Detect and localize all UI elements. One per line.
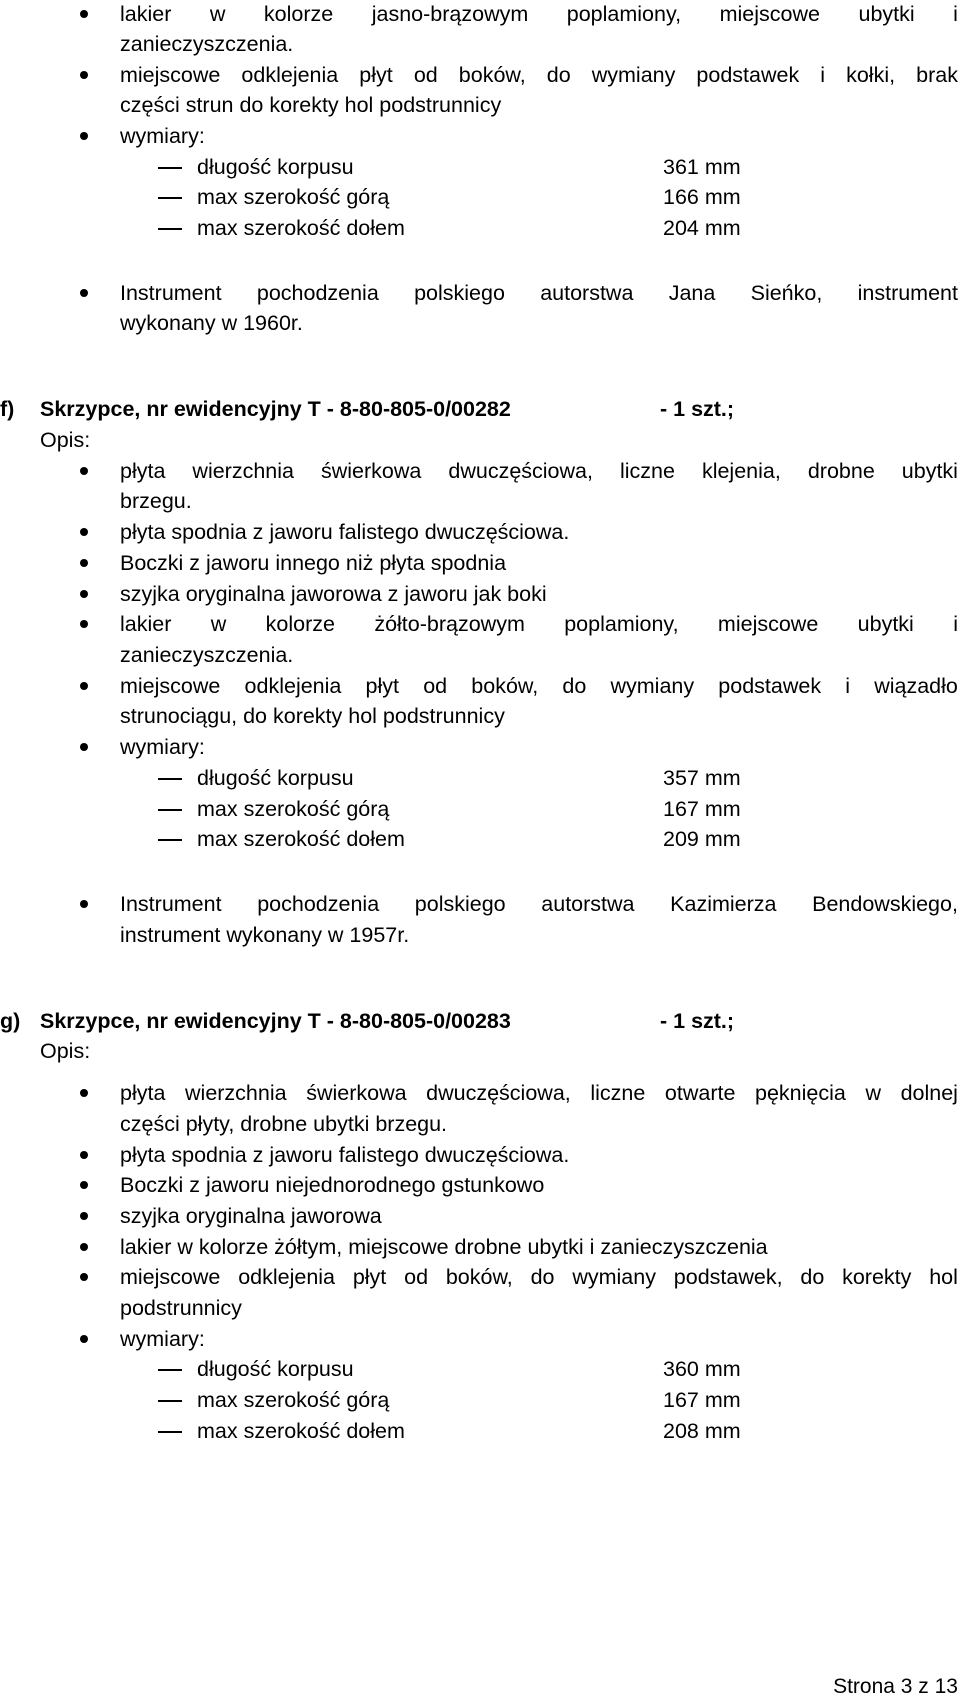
dimension-value: 360 mm: [663, 1357, 741, 1381]
dimension-label: max szerokość dołem: [197, 1419, 405, 1443]
word: dwuczęściowa,: [426, 1081, 571, 1105]
word: od: [404, 1265, 429, 1289]
word: polskiego: [414, 892, 506, 916]
word: odklejenia: [241, 63, 339, 87]
word: Instrument: [120, 892, 222, 916]
dimension-value: 204 mm: [663, 216, 741, 240]
page-number: Strona 3 z 13: [833, 1675, 958, 1698]
word: dwuczęściowa,: [448, 459, 593, 483]
list-item-text: [120, 607, 958, 641]
word: świerkowa: [306, 1081, 407, 1105]
word: Jana: [668, 281, 716, 305]
dimension-value: 357 mm: [663, 766, 741, 790]
word: świerkowa: [321, 459, 422, 483]
section-letter: g): [0, 1009, 21, 1033]
word: podstawek: [718, 674, 822, 698]
word: płyta: [120, 459, 166, 483]
dimension-row: [0, 1383, 960, 1417]
dimension-row: [0, 761, 960, 795]
bullet-icon: [80, 1243, 88, 1251]
section-title: Skrzypce, nr ewidencyjny T - 8-80-805-0/00282: [40, 397, 511, 421]
dimension-row: [0, 792, 960, 826]
word: korekty: [842, 1265, 912, 1289]
dash-icon: [158, 809, 182, 811]
word: i: [953, 612, 958, 636]
section-heading: [0, 392, 960, 426]
bullet-icon: [80, 743, 88, 751]
word: kolorze: [263, 2, 334, 26]
list-item: [0, 546, 960, 580]
list-item: [0, 1076, 960, 1110]
dimension-value: 361 mm: [663, 155, 741, 179]
list-item-continuation: [0, 1291, 960, 1325]
word: instrument: [857, 281, 958, 305]
word: żółto-brązowym: [374, 612, 525, 636]
list-item-text: instrument wykonany w 1957r.: [120, 923, 410, 947]
list-item-text: [120, 454, 958, 488]
list-item-text: wymiary:: [120, 124, 205, 148]
list-item-text: wymiary:: [120, 735, 205, 759]
word: poplamiony,: [566, 2, 682, 26]
section-quantity: - 1 szt.;: [660, 397, 735, 421]
word: otwarte: [664, 1081, 736, 1105]
dash-icon: [158, 839, 182, 841]
list-item: [0, 577, 960, 611]
word: płyta: [120, 1081, 166, 1105]
word: boków,: [471, 674, 539, 698]
list-item-text: [120, 276, 958, 310]
list-item: [0, 887, 960, 921]
bullet-icon: [80, 1151, 88, 1159]
list-item-continuation: [0, 699, 960, 733]
list-item: [0, 669, 960, 703]
bullet-icon: [80, 528, 88, 536]
bullet-icon: [80, 620, 88, 628]
word: płyt: [359, 63, 393, 87]
bullet-icon: [80, 1089, 88, 1097]
word: podstawek: [696, 63, 800, 87]
opis-label-row: [0, 1034, 960, 1068]
word: i: [953, 2, 958, 26]
list-item-continuation: [0, 27, 960, 61]
dimension-row: [0, 1414, 960, 1448]
word: miejscowe: [717, 612, 819, 636]
word: autorstwa: [540, 281, 634, 305]
bullet-icon: [80, 10, 88, 18]
list-item-text: Boczki z jaworu niejednorodnego gstunkowo: [120, 1173, 545, 1197]
dimension-value: 167 mm: [663, 797, 741, 821]
list-item: [0, 1230, 960, 1264]
word: podstawek,: [673, 1265, 783, 1289]
dimension-label: max szerokość dołem: [197, 827, 405, 851]
dash-icon: [158, 1431, 182, 1433]
dimension-label: długość korpusu: [197, 1357, 354, 1381]
list-item-continuation: [0, 918, 960, 952]
list-item-text: zanieczyszczenia.: [120, 643, 294, 667]
dash-icon: [158, 1400, 182, 1402]
bullet-icon: [80, 289, 88, 297]
word: miejscowe: [120, 63, 221, 87]
word: poplamiony,: [564, 612, 679, 636]
bullet-icon: [80, 1335, 88, 1343]
word: odklejenia: [238, 1265, 336, 1289]
word: boków,: [458, 63, 526, 87]
list-item: [0, 454, 960, 488]
list-item: [0, 607, 960, 641]
dimension-row: [0, 1352, 960, 1386]
list-item: [0, 1199, 960, 1233]
dimension-label: max szerokość dołem: [197, 216, 405, 240]
list-item: [0, 515, 960, 549]
dash-icon: [158, 167, 182, 169]
dimension-value: 208 mm: [663, 1419, 741, 1443]
list-item: [0, 730, 960, 764]
word: do: [800, 1265, 825, 1289]
word: od: [413, 63, 438, 87]
word: jasno-brązowym: [371, 2, 529, 26]
section-quantity: - 1 szt.;: [660, 1009, 735, 1033]
dimension-label: długość korpusu: [197, 155, 354, 179]
word: miejscowe: [719, 2, 820, 26]
bullet-icon: [80, 590, 88, 598]
list-item-text: wymiary:: [120, 1327, 205, 1351]
list-item-text: brzegu.: [120, 489, 192, 513]
dash-icon: [158, 1369, 182, 1371]
list-item-text: podstrunnicy: [120, 1296, 242, 1320]
word: do: [562, 674, 587, 698]
list-item-text: Boczki z jaworu innego niż płyta spodnia: [120, 551, 507, 575]
word: do: [546, 63, 571, 87]
word: polskiego: [414, 281, 505, 305]
word: w: [865, 1081, 881, 1105]
word: boków,: [445, 1265, 513, 1289]
word: od: [423, 674, 448, 698]
word: kolorze: [265, 612, 335, 636]
dimension-label: max szerokość górą: [197, 797, 390, 821]
word: płyt: [352, 1265, 387, 1289]
word: lakier: [120, 612, 172, 636]
dimension-label: długość korpusu: [197, 766, 354, 790]
section-title: Skrzypce, nr ewidencyjny T - 8-80-805-0/00283: [40, 1009, 511, 1033]
list-item-continuation: [0, 306, 960, 340]
opis-label-row: [0, 423, 960, 457]
bullet-icon: [80, 559, 88, 567]
list-item-continuation: [0, 484, 960, 518]
list-item-text: lakier w kolorze żółtym, miejscowe drobne ubytki i zanieczyszczenia: [120, 1235, 768, 1259]
list-item-text: płyta spodnia z jaworu falistego dwuczęściowa.: [120, 520, 570, 544]
list-item-text: zanieczyszczenia.: [120, 32, 294, 56]
word: i: [845, 674, 851, 698]
list-item: [0, 119, 960, 153]
dimension-value: 167 mm: [663, 1388, 741, 1412]
list-item-text: płyta spodnia z jaworu falistego dwuczęściowa.: [120, 1143, 570, 1167]
list-item-continuation: [0, 88, 960, 122]
bullet-icon: [80, 71, 88, 79]
list-item-text: [120, 1076, 958, 1110]
list-item-text: części płyty, drobne ubytki brzegu.: [120, 1112, 448, 1136]
dimension-label: max szerokość górą: [197, 185, 390, 209]
word: brak: [916, 63, 958, 87]
list-item: [0, 1168, 960, 1202]
word: klejenia,: [701, 459, 781, 483]
word: hol: [929, 1265, 958, 1289]
word: ubytki: [901, 459, 958, 483]
word: pochodzenia: [257, 892, 380, 916]
word: lakier: [120, 2, 172, 26]
word: w: [210, 612, 227, 636]
bullet-icon: [80, 467, 88, 475]
word: w: [209, 2, 226, 26]
list-item: [0, 1138, 960, 1172]
bullet-icon: [80, 132, 88, 140]
word: odklejenia: [244, 674, 342, 698]
list-item-text: szyjka oryginalna jaworowa z jaworu jak boki: [120, 582, 547, 606]
word: dolnej: [900, 1081, 958, 1105]
list-item-continuation: [0, 1107, 960, 1141]
section-heading: [0, 1004, 960, 1038]
word: pochodzenia: [256, 281, 379, 305]
section-letter: f): [0, 397, 15, 421]
word: autorstwa: [541, 892, 635, 916]
word: wymiany: [591, 63, 676, 87]
list-item: [0, 1322, 960, 1356]
bullet-icon: [80, 1212, 88, 1220]
word: drobne: [807, 459, 875, 483]
dash-icon: [158, 228, 182, 230]
bullet-icon: [80, 1273, 88, 1281]
list-item-text: [120, 1260, 958, 1294]
list-item-text: szyjka oryginalna jaworowa: [120, 1204, 382, 1228]
word: ubytki: [857, 612, 914, 636]
list-item-text: wykonany w 1960r.: [120, 311, 303, 335]
bullet-icon: [80, 1181, 88, 1189]
dimension-row: [0, 150, 960, 184]
dimension-value: 166 mm: [663, 185, 741, 209]
dash-icon: [158, 778, 182, 780]
list-item-text: [120, 887, 958, 921]
list-item: [0, 276, 960, 310]
word: Kazimierza: [670, 892, 777, 916]
list-item-text: strunociągu, do korekty hol podstrunnicy: [120, 704, 505, 728]
word: wymiany: [572, 1265, 656, 1289]
word: wierzchnia: [185, 1081, 287, 1105]
list-item-text: [120, 58, 958, 92]
list-item-text: [120, 669, 958, 703]
word: Sieńko,: [750, 281, 823, 305]
dash-icon: [158, 197, 182, 199]
dimension-row: [0, 211, 960, 245]
list-item-text: części strun do korekty hol podstrunnicy: [120, 93, 502, 117]
word: liczne: [590, 1081, 646, 1105]
opis-label: Opis:: [40, 428, 91, 452]
word: kołki,: [846, 63, 896, 87]
word: do: [530, 1265, 555, 1289]
list-item: [0, 1260, 960, 1294]
word: liczne: [619, 459, 675, 483]
bullet-icon: [80, 682, 88, 690]
word: i: [820, 63, 826, 87]
word: miejscowe: [120, 1265, 221, 1289]
word: pęknięcia: [755, 1081, 846, 1105]
word: wiązadło: [874, 674, 958, 698]
list-item: [0, 58, 960, 92]
word: ubytki: [858, 2, 915, 26]
word: płyt: [365, 674, 400, 698]
bullet-icon: [80, 900, 88, 908]
word: miejscowe: [120, 674, 221, 698]
dimension-row: [0, 822, 960, 856]
dimension-row: [0, 180, 960, 214]
word: wymiany: [610, 674, 695, 698]
word: Instrument: [120, 281, 222, 305]
word: wierzchnia: [192, 459, 294, 483]
dimension-label: max szerokość górą: [197, 1388, 390, 1412]
list-item-continuation: [0, 638, 960, 672]
dimension-value: 209 mm: [663, 827, 741, 851]
word: Bendowskiego,: [812, 892, 958, 916]
opis-label: Opis:: [40, 1039, 91, 1063]
